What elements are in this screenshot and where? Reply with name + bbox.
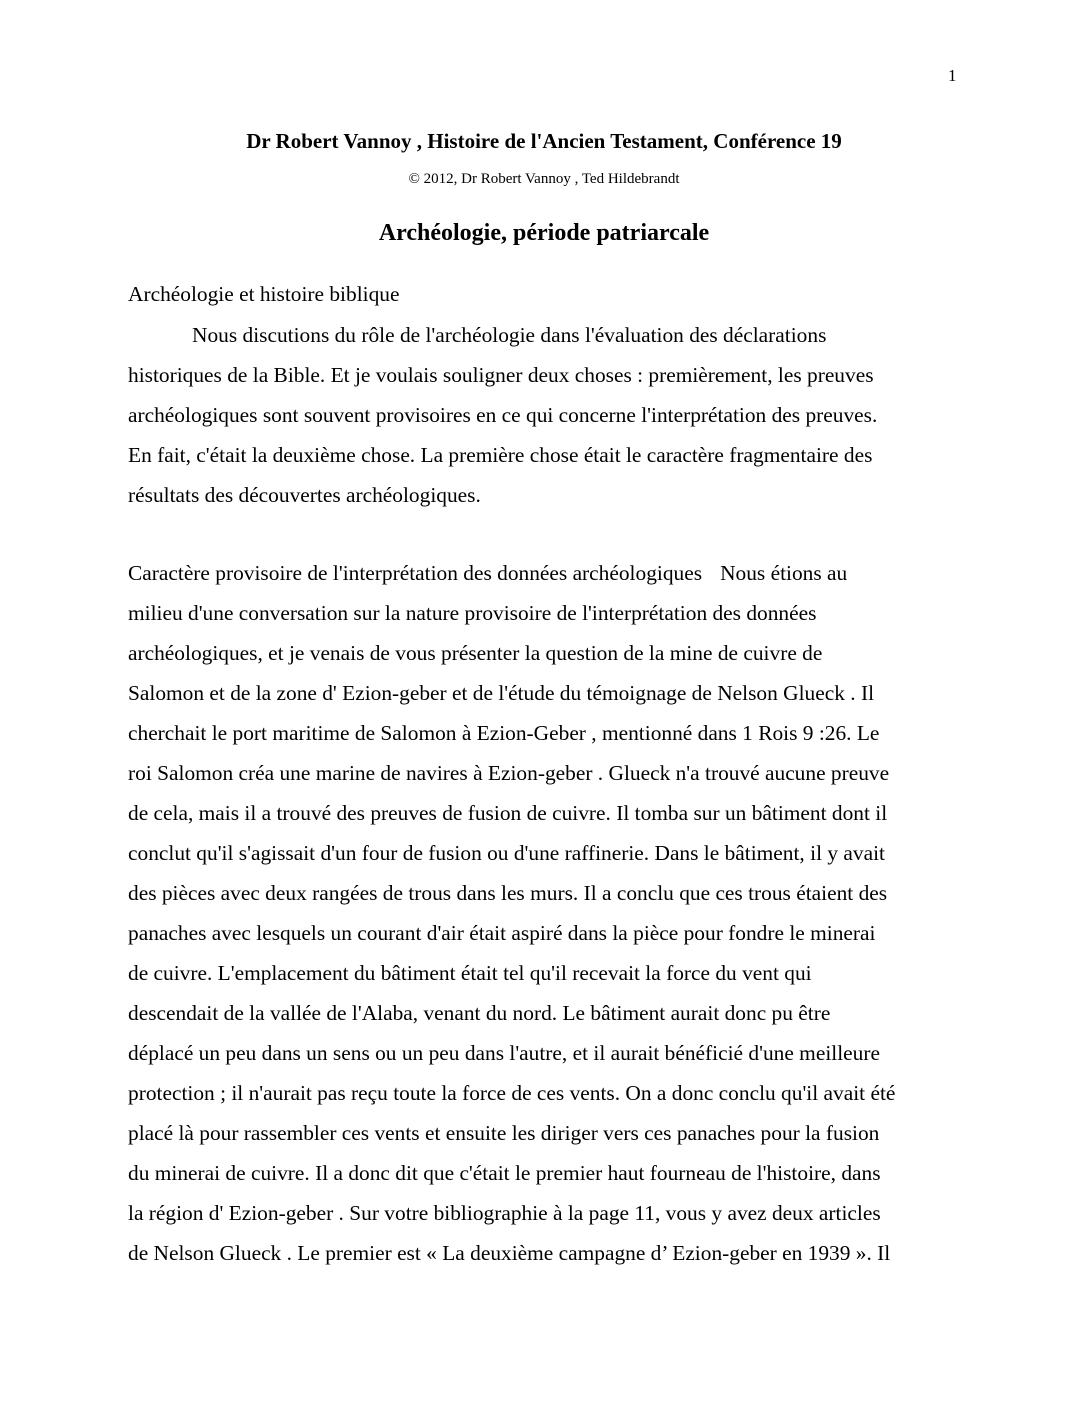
text-line: résultats des découvertes archéologiques.: [128, 483, 481, 507]
text-line: milieu d'une conversation sur la nature provisoire de l'interprétation des données: [128, 601, 817, 625]
page-number: 1: [948, 66, 957, 85]
text-line: archéologiques, et je venais de vous présenter la question de la mine de cuivre de: [128, 641, 823, 665]
text-run: Nous étions au: [720, 561, 848, 585]
text-line: archéologiques sont souvent provisoires en ce qui concerne l'interprétation des preuves.: [128, 403, 878, 427]
paragraph: [128, 553, 968, 1273]
text-line: du minerai de cuivre. Il a donc dit que c'était le premier haut fourneau de l'histoire, dans: [128, 1161, 881, 1185]
text-line: descendait de la vallée de l'Alaba, venant du nord. Le bâtiment aurait donc pu être: [128, 1001, 831, 1025]
lecture-title: Archéologie, période patriarcale: [378, 220, 710, 246]
text-line: En fait, c'était la deuxième chose. La première chose était le caractère fragmentaire des: [128, 443, 873, 467]
paragraph: [128, 315, 968, 515]
text-line: protection ; il n'aurait pas reçu toute la force de ces vents. On a donc conclu qu'il avait été: [128, 1081, 896, 1105]
text-line: de cuivre. L'emplacement du bâtiment était tel qu'il recevait la force du vent qui: [128, 961, 812, 985]
inline-heading: Caractère provisoire de l'interprétation des données archéologiques: [128, 561, 703, 585]
text-line: [128, 553, 968, 593]
text-line: déplacé un peu dans un sens ou un peu dans l'autre, et il aurait bénéficié d'une meilleure: [128, 1041, 880, 1065]
text-line: roi Salomon créa une marine de navires à Ezion-geber . Glueck n'a trouvé aucune preuve: [128, 761, 890, 785]
text-line: placé là pour rassembler ces vents et ensuite les diriger vers ces panaches pour la fusion: [128, 1121, 880, 1145]
text-line: la région d' Ezion-geber . Sur votre bibliographie à la page 11, vous y avez deux articles: [128, 1201, 881, 1225]
section-heading: Archéologie et histoire biblique: [128, 282, 400, 306]
copyright-line: © 2012, Dr Robert Vannoy , Ted Hildebrandt: [408, 171, 680, 187]
text-line: des pièces avec deux rangées de trous dans les murs. Il a conclu que ces trous étaient des: [128, 881, 888, 905]
text-line: de Nelson Glueck . Le premier est « La deuxième campagne d’ Ezion-geber en 1939 ». Il: [128, 1241, 891, 1265]
text-line: cherchait le port maritime de Salomon à Ezion-Geber , mentionné dans 1 Rois 9 :26. Le: [128, 721, 880, 745]
text-line: conclut qu'il s'agissait d'un four de fusion ou d'une raffinerie. Dans le bâtiment, il y avait: [128, 841, 885, 865]
text-line: panaches avec lesquels un courant d'air était aspiré dans la pièce pour fondre le minerai: [128, 921, 876, 945]
text-line: Salomon et de la zone d' Ezion-geber et de l'étude du témoignage de Nelson Glueck . Il: [128, 681, 875, 705]
text-line: historiques de la Bible. Et je voulais souligner deux choses : premièrement, les preuves: [128, 363, 874, 387]
text-line: de cela, mais il a trouvé des preuves de fusion de cuivre. Il tomba sur un bâtiment dont il: [128, 801, 888, 825]
document-title: Dr Robert Vannoy , Histoire de l'Ancien Testament, Conférence 19: [246, 129, 842, 153]
text-line: Nous discutions du rôle de l'archéologie dans l'évaluation des déclarations: [192, 323, 827, 347]
